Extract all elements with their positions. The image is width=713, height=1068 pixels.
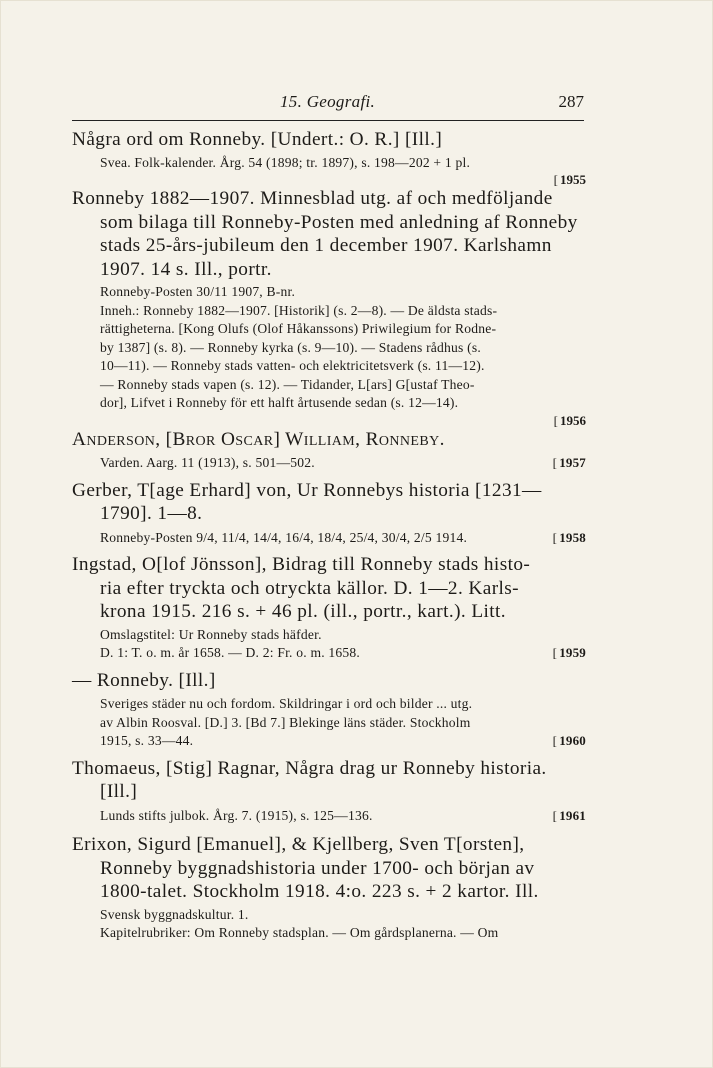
entry-title-line: Gerber, T[age Erhard] von, Ur Ronnebys historia [1231— [72, 479, 542, 501]
entry-note-line: Sveriges städer nu och fordom. Skildringar i ord och bilder ... utg. [100, 696, 473, 711]
entry-note-line: Varden. Aarg. 11 (1913), s. 501—502. [ 1957 [72, 454, 586, 473]
entry-title-line: som bilaga till Ronneby-Posten med anledning af Ronneby [100, 211, 578, 233]
page-number: 287 [558, 92, 584, 111]
entry-1955 [72, 128, 586, 187]
entry-note-line: D. 1: T. o. m. år 1658. — D. 2: Fr. o. m. 1658. [ 1959 [72, 644, 586, 663]
entry-number: [ 1956 [553, 412, 586, 428]
entry-title-line: 1800-talet. Stockholm 1918. 4:o. 223 s. + 2 kartor. Ill. [100, 881, 539, 902]
entry-title-line: 1790]. 1—8. [100, 503, 203, 524]
entry-note-line: Svensk byggnadskultur. 1. [100, 906, 249, 922]
entry-number: [ 1961 [552, 807, 586, 823]
entry-note-line: dor], Lifvet i Ronneby för ett halft årtusende sedan (s. 12—14). [100, 395, 459, 410]
entry-number: [ 1959 [552, 645, 586, 660]
entry-title-line: Erixon, Sigurd [Emanuel], & Kjellberg, Sven T[orsten], [72, 834, 525, 855]
entry-title-line: Ronneby byggnadshistoria under 1700- och början av [100, 857, 535, 879]
entry-title-line: ria efter tryckta och otryckta källor. D. 1—2. Karls- [100, 577, 519, 599]
entry-number: [ 1960 [552, 733, 586, 748]
entry-note-line: 1915, s. 33—44. [ 1960 [72, 732, 586, 751]
entry-title-line: Ronneby 1882—1907. Minnesblad utg. af och medföljande [72, 188, 553, 209]
entry-1957 [72, 428, 586, 473]
entry-title-line: 1907. 14 s. Ill., portr. [100, 258, 272, 280]
entry-1962 [72, 833, 586, 943]
entry-note-line: by 1387] (s. 8). — Ronneby kyrka (s. 9—10). — Stadens rådhus (s. [100, 339, 481, 355]
entry-title-line: [Ill.] [100, 781, 138, 802]
entry-number: [ 1955 [553, 172, 586, 187]
entry-note-line: — Ronneby stads vapen (s. 12). — Tidander, L[ars] G[ustaf Theo- [100, 376, 475, 392]
entry-1958 [72, 479, 586, 548]
entry-1956 [72, 187, 586, 428]
entry-title-line: Thomaeus, [Stig] Ragnar, Några drag ur Ronneby historia. [72, 757, 547, 779]
entry-note-line: Inneh.: Ronneby 1882—1907. [Historik] (s. 2—8). — De äldsta stads- [100, 302, 498, 318]
bibliography-list [72, 128, 586, 943]
entry-note-line: Svea. Folk-kalender. Årg. 54 (1898; tr. 1897), s. 198—202 + 1 pl. [100, 154, 471, 170]
entry-note-line: Omslagstitel: Ur Ronneby stads häfder. [100, 626, 322, 642]
entry-note-line: Lunds stifts julbok. Årg. 7. (1915), s. 125—136. [ 1961 [72, 807, 586, 826]
entry-1961 [72, 757, 586, 826]
entry-number: [ 1958 [552, 529, 586, 545]
entry-title-line: Några ord om Ronneby. [Undert.: O. R.] [Ill.] [72, 129, 443, 150]
entry-title-line: Anderson, [Bror Oscar] William, Ronneby. [72, 428, 445, 450]
chapter-title: 15. Geografi. [280, 92, 376, 111]
entry-title-line: stads 25-års-jubileum den 1 december 1907. Karlshamn [100, 235, 552, 256]
header-rule [72, 120, 584, 121]
entry-title-line: — Ronneby. [Ill.] [72, 669, 216, 691]
entry-note-line: Kapitelrubriker: Om Ronneby stadsplan. — Om gårdsplanerna. — Om [100, 925, 499, 940]
entry-title-line: krona 1915. 216 s. + 46 pl. (ill., portr., kart.). Litt. [100, 601, 506, 622]
running-header [72, 92, 584, 118]
entry-1959 [72, 553, 586, 663]
entry-note-line: rättigheterna. [Kong Olufs (Olof Håkanssons) Priwilegium for Rodne- [100, 321, 497, 336]
entry-note-line: Ronneby-Posten 30/11 1907, B-nr. [100, 284, 296, 299]
entry-note-line: 10—11). — Ronneby stads vatten- och elektricitetsverk (s. 11—12). [100, 358, 485, 373]
entry-note-line: Ronneby-Posten 9/4, 11/4, 14/4, 16/4, 18/4, 25/4, 30/4, 2/5 1914. [ 1958 [72, 529, 586, 548]
entry-number: [ 1957 [552, 455, 586, 470]
entry-note-line: av Albin Roosval. [D.] 3. [Bd 7.] Blekinge läns städer. Stockholm [100, 714, 471, 730]
entry-title-line: Ingstad, O[lof Jönsson], Bidrag till Ronneby stads histo- [72, 554, 531, 575]
entry-1960 [72, 669, 586, 751]
